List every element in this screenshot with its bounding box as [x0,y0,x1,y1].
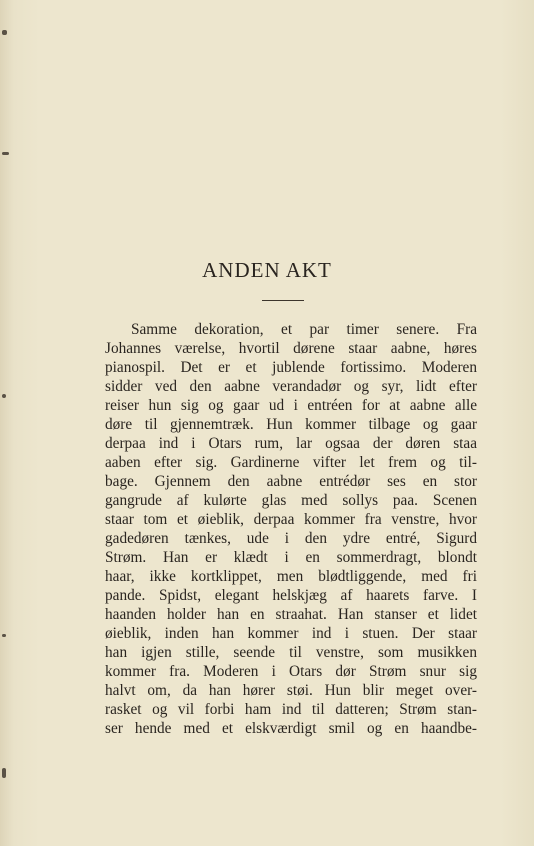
text-line: rasket og vil forbi ham ind til datteren; Strøm stan- [105,701,477,718]
text-line: Johannes værelse, hvortil dørene staar aabne, høres [105,340,477,357]
page-edge-mark [2,152,9,155]
text-line: reiser hun sig og gaar ud i entréen for at aabne alle [105,397,477,414]
text-line: gangrude af kulørte glas med sollys paa. Scenen [105,492,477,509]
text-line: bage. Gjennem den aabne entrédør ses en stor [105,473,477,490]
text-line: pianospil. Det er et jublende fortissimo. Moderen [105,359,477,376]
text-line: sidder ved den aabne verandadør og syr, lidt efter [105,378,477,395]
text-line: haanden holder han en straahat. Han stanser et lidet [105,606,477,623]
text-line: pande. Spidst, elegant helskjæg af haarets farve. I [105,587,477,604]
text-line: Strøm. Han er klædt i en sommerdragt, blondt [105,549,477,566]
text-line: han igjen stille, seende til venstre, som musikken [105,644,477,661]
text-line: kommer fra. Moderen i Otars dør Strøm snur sig [105,663,477,680]
text-line: ser hende med et elskværdigt smil og en haandbe- [105,720,477,737]
page-edge-mark [2,768,6,778]
text-line: derpaa ind i Otars rum, lar ogsaa der døren staa [105,435,477,452]
text-line: øieblik, inden han kommer ind i stuen. Der staar [105,625,477,642]
text-line: aaben efter sig. Gardinerne vifter let frem og til- [105,454,477,471]
body-paragraph [105,320,477,738]
text-line: halvt om, da han hører støi. Hun blir meget over- [105,682,477,699]
text-line: Samme dekoration, et par timer senere. Fra [131,321,477,338]
page-edge-mark [2,30,7,35]
text-line: haar, ikke kortklippet, men blødtliggende, med fri [105,568,477,585]
text-line: gadedøren tænkes, ude i den ydre entré, Sigurd [105,530,477,547]
page-edge-mark [2,634,6,637]
title-divider [262,300,304,301]
text-line: døre til gjennemtræk. Hun kommer tilbage og gaar [105,416,477,433]
text-line: staar tom et øieblik, derpaa kommer fra venstre, hvor [105,511,477,528]
chapter-title: ANDEN AKT [202,258,332,282]
page-edge-mark [2,394,6,398]
